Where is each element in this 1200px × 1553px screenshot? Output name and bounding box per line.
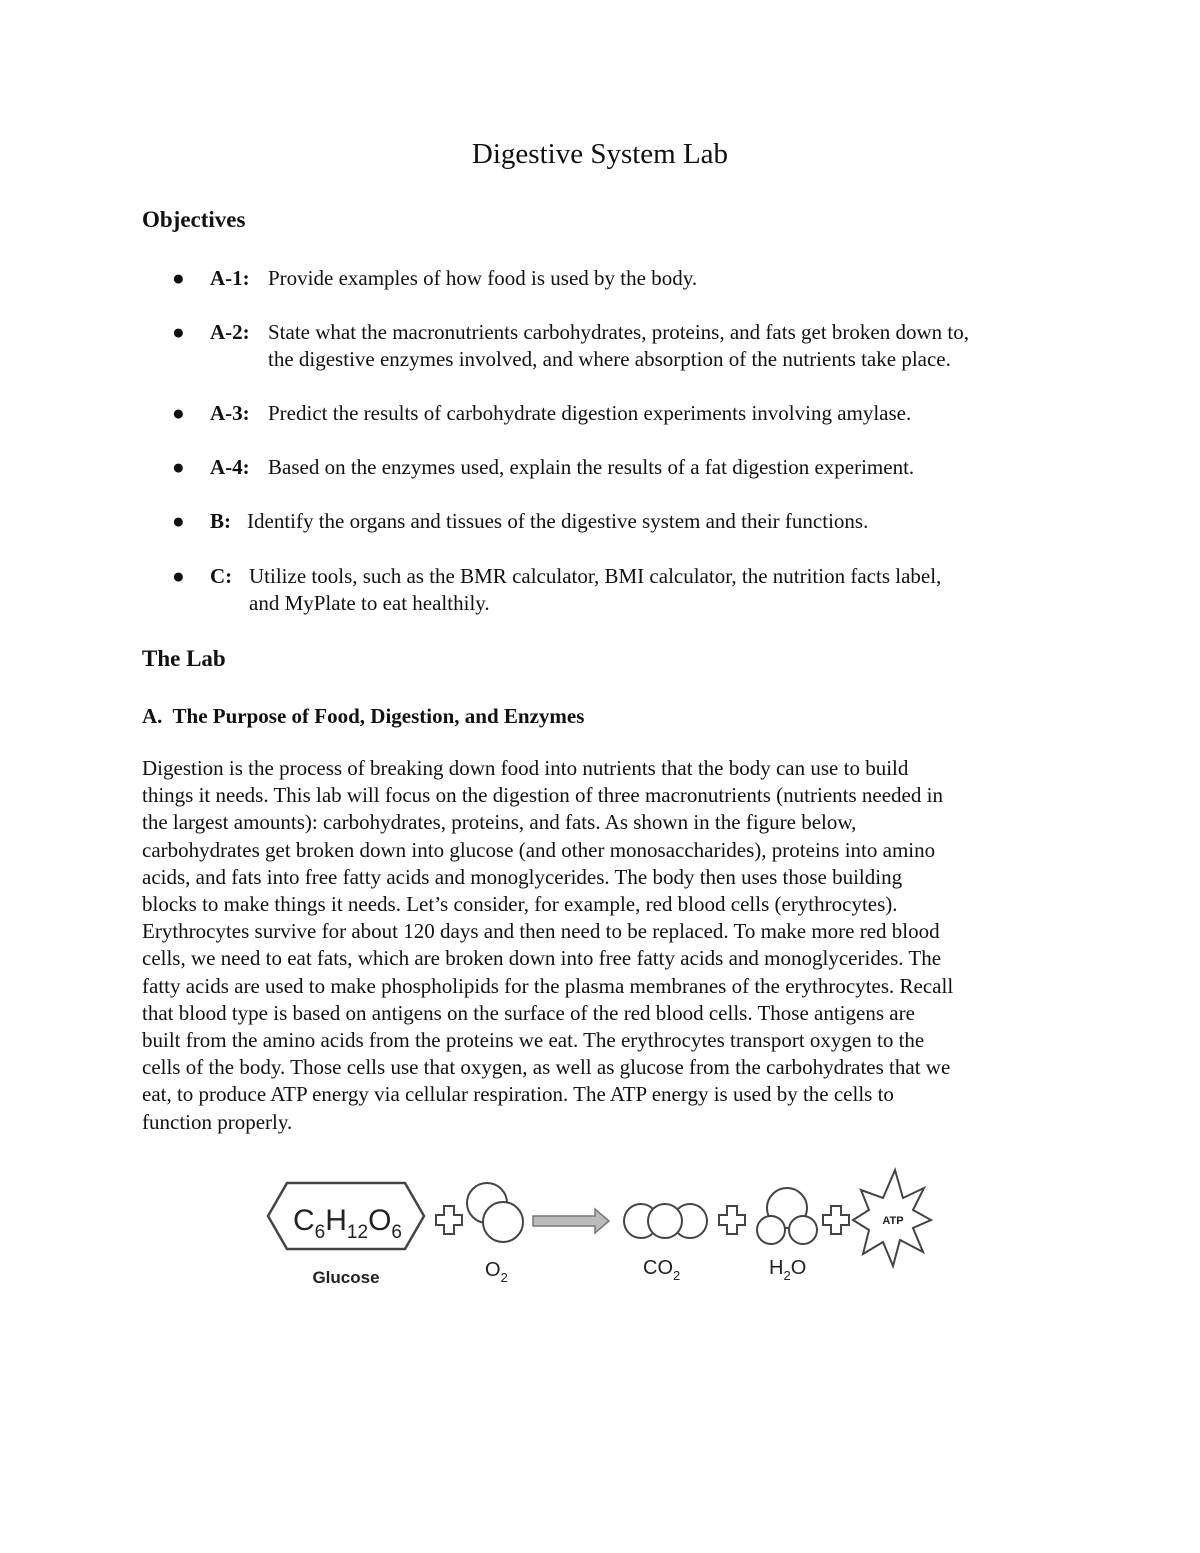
o2-label: $O_2$ <box>485 1259 508 1285</box>
bullet-icon: ● <box>172 320 185 344</box>
reaction-arrow-icon <box>533 1209 609 1233</box>
objective-tag: B: <box>210 509 231 533</box>
paragraph-line: Digestion is the process of breaking down food into nutrients that the body can use to build <box>142 756 909 780</box>
objective-text: Provide examples of how food is used by the body. <box>268 266 698 290</box>
body-paragraph <box>142 755 1062 1136</box>
paragraph-line: cells, we need to eat fats, which are broken down into free fatty acids and monoglycerides. The <box>142 946 942 971</box>
bullet-icon: ● <box>172 401 185 425</box>
paragraph-line: carbohydrates get broken down into glucose (and other monosaccharides), proteins into amino <box>142 837 936 862</box>
paragraph-line: fatty acids are used to make phospholipids for the plasma membranes of the erythrocytes. Recall <box>142 973 954 998</box>
objective-text: Utilize tools, such as the BMR calculator, BMI calculator, the nutrition facts label, and MyPlate to eat healthily. <box>249 564 942 615</box>
carbon-dioxide-molecule-icon <box>624 1204 707 1238</box>
paragraph-line: things it needs. This lab will focus on the digestion of three macronutrients (nutrients needed in <box>142 783 943 808</box>
bullet-icon: ● <box>172 266 185 290</box>
page-title: Digestive System Lab <box>471 138 729 170</box>
paragraph-line: eat, to produce ATP energy via cellular respiration. The ATP energy is used by the cells to <box>142 1082 894 1107</box>
objective-text: Based on the enzymes used, explain the results of a fat digestion experiment. <box>268 455 915 479</box>
paragraph-line: acids, and fats into free fatty acids and monoglycerides. The body then uses those building <box>142 864 903 889</box>
plus-icon <box>823 1206 849 1234</box>
paragraph-line: the largest amounts): carbohydrates, proteins, and fats. As shown in the figure below, <box>142 810 857 835</box>
cellular-respiration-figure <box>263 1160 935 1286</box>
objective-text: State what the macronutrients carbohydrates, proteins, and fats get broken down to, the digestive enzymes involved, and where absorption of the nutrients take place. <box>268 320 969 371</box>
paragraph-line: that blood type is based on antigens on the surface of the red blood cells. Those antigens are <box>142 1000 915 1025</box>
objectives-heading: Objectives <box>142 207 246 232</box>
bullet-icon: ● <box>172 455 185 479</box>
oxygen-molecule-icon <box>467 1183 523 1242</box>
objective-tag: A-3: <box>210 401 250 425</box>
paragraph-line: Erythrocytes survive for about 120 days and then need to be replaced. To make more red blood <box>142 919 940 944</box>
objective-text: Identify the organs and tissues of the digestive system and their functions. <box>247 509 869 533</box>
atp-label: ATP <box>882 1215 904 1227</box>
objective-text: Predict the results of carbohydrate digestion experiments involving amylase. <box>268 401 912 425</box>
paragraph-line: blocks to make things it needs. Let’s consider, for example, red blood cells (erythrocytes). <box>142 892 898 917</box>
objective-tag: C: <box>210 564 233 588</box>
glucose-label: Glucose <box>312 1268 380 1286</box>
section-a-heading: A. The Purpose of Food, Digestion, and Enzymes <box>142 704 585 728</box>
respiration-equation-diagram <box>263 1160 935 1286</box>
glucose-formula: $C_6H_{12}O_6$ <box>293 1204 402 1243</box>
objective-tag: A-2: <box>210 320 250 344</box>
co2-label: $CO_2$ <box>643 1257 681 1283</box>
paragraph-line: function properly. <box>142 1109 293 1134</box>
h2o-label: $H_2O$ <box>769 1257 807 1283</box>
plus-icon <box>436 1206 462 1234</box>
lab-heading: The Lab <box>142 646 226 671</box>
water-molecule-icon <box>757 1188 817 1244</box>
bullet-icon: ● <box>172 509 185 533</box>
paragraph-line: built from the amino acids from the proteins we eat. The erythrocytes transport oxygen to the <box>142 1028 925 1053</box>
bullet-icon: ● <box>172 564 185 588</box>
paragraph-line: cells of the body. Those cells use that oxygen, as well as glucose from the carbohydrates that we <box>142 1055 951 1080</box>
objective-tag: A-4: <box>210 455 250 479</box>
plus-icon <box>719 1206 745 1234</box>
objective-tag: A-1: <box>210 266 250 290</box>
